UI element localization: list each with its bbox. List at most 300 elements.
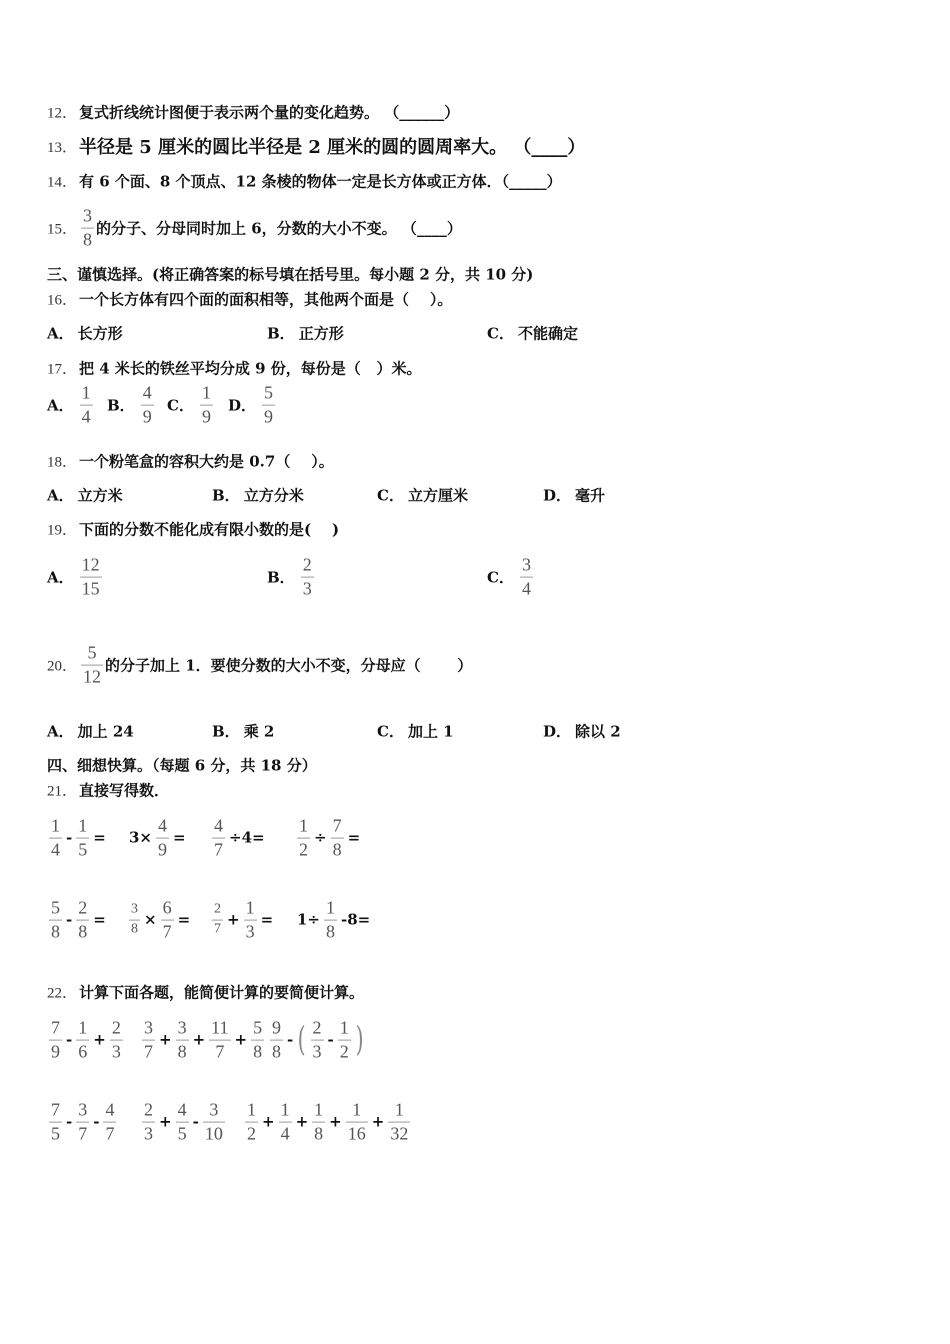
fraction — [49, 899, 62, 942]
operator: + — [192, 1031, 206, 1049]
question-text: 长方形 — [77, 324, 123, 343]
fraction-bar — [203, 1122, 225, 1123]
question-13 — [47, 133, 585, 159]
section-heading — [47, 264, 533, 285]
question-20 — [47, 644, 472, 687]
question-text: 半径是 5 厘米的圆比半径是 2 厘米的圆的圆周率大。 （____） — [79, 137, 586, 158]
operator: - — [192, 1113, 199, 1131]
fraction-numerator: 2 — [302, 554, 312, 575]
option-label: A． — [47, 486, 74, 505]
fraction-denominator: 7 — [162, 921, 172, 942]
question-text: 的分子加上 1．要使分数的大小不变，分母应（ ） — [105, 656, 473, 675]
fraction-bar — [49, 838, 62, 839]
fraction-denominator: 5 — [51, 1123, 60, 1144]
question-22 — [47, 982, 364, 1003]
question-text: 计算下面各题，能简便计算的要简便计算。 — [79, 983, 365, 1002]
fraction — [80, 384, 93, 427]
fraction-bar — [346, 1122, 368, 1123]
operator: - — [66, 1031, 73, 1049]
fraction-bar — [520, 577, 533, 578]
fraction-denominator: 8 — [83, 229, 93, 250]
fraction — [212, 817, 225, 860]
operator: = — [260, 911, 274, 929]
question-number: 15． — [47, 221, 78, 238]
fraction-bar — [129, 920, 140, 921]
fraction-numerator: 9 — [272, 1017, 281, 1038]
fraction-denominator: 8 — [78, 921, 88, 942]
fraction-bar — [388, 1122, 410, 1123]
calculation-row — [47, 1092, 747, 1152]
fraction — [338, 1019, 351, 1062]
answer-option[interactable] — [377, 485, 468, 506]
fraction-numerator: 3 — [144, 1017, 153, 1038]
fraction-numerator: 2 — [111, 1017, 121, 1038]
expression — [210, 899, 275, 942]
fraction-denominator: 4 — [280, 1123, 290, 1144]
fraction-bar — [311, 1040, 324, 1041]
expression — [243, 1101, 412, 1144]
fraction-numerator: 1 — [245, 897, 255, 918]
fraction-numerator: 6 — [162, 897, 172, 918]
answer-option[interactable] — [377, 721, 454, 742]
answer-option[interactable] — [267, 323, 344, 344]
operator: - — [327, 1031, 334, 1049]
option-label: C． — [487, 568, 514, 587]
calculation-row — [47, 1010, 747, 1070]
question-text: 加上 24 — [77, 722, 134, 741]
fraction-denominator: 8 — [332, 839, 342, 860]
operator: + — [371, 1113, 385, 1131]
fraction-bar — [312, 1122, 325, 1123]
fraction — [279, 1101, 292, 1144]
operator: ÷4= — [229, 829, 265, 847]
fraction-denominator: 5 — [78, 839, 88, 860]
option-label: C． — [487, 324, 514, 343]
fraction-bar — [142, 1040, 155, 1041]
fraction-numerator: 1 — [247, 1099, 256, 1120]
parenthesis: ( — [297, 1020, 306, 1060]
expression — [47, 817, 108, 860]
expression — [268, 1019, 366, 1062]
question-number: 13． — [47, 139, 78, 156]
fraction-denominator: 32 — [390, 1123, 409, 1144]
expression — [47, 1101, 118, 1144]
operator: -8= — [341, 911, 371, 929]
fraction-denominator: 12 — [83, 666, 102, 687]
fraction-denominator: 7 — [214, 839, 223, 860]
fraction-bar — [110, 1040, 123, 1041]
fraction — [200, 384, 213, 427]
fraction-denominator: 8 — [326, 921, 336, 942]
fraction-denominator: 8 — [314, 1123, 324, 1144]
fraction-denominator: 4 — [51, 839, 60, 860]
fraction — [110, 1019, 123, 1062]
expression — [140, 1019, 266, 1062]
fraction-numerator: 3 — [177, 1017, 187, 1038]
fraction-bar — [49, 920, 62, 921]
calculation-row — [47, 890, 747, 950]
fraction-bar — [212, 920, 223, 921]
answer-option[interactable] — [267, 556, 316, 599]
fraction — [324, 899, 337, 942]
fraction-numerator: 5 — [51, 897, 60, 918]
fraction-numerator: 1 — [51, 815, 60, 836]
fraction-denominator: 9 — [51, 1041, 60, 1062]
fraction-denominator: 6 — [78, 1041, 88, 1062]
fraction — [76, 1101, 89, 1144]
option-label: C． — [167, 396, 194, 415]
option-label: B． — [212, 722, 240, 741]
fraction-denominator: 9 — [158, 839, 168, 860]
fraction-bar — [76, 1040, 89, 1041]
operator: = — [93, 829, 106, 847]
fraction-denominator: 3 — [245, 921, 255, 942]
fraction-numerator: 4 — [105, 1099, 115, 1120]
fraction-numerator: 11 — [211, 1017, 229, 1038]
fraction — [270, 1019, 283, 1062]
answer-option[interactable] — [543, 721, 621, 742]
fraction-denominator: 9 — [264, 406, 274, 427]
fraction-numerator: 12 — [81, 554, 100, 575]
fraction-denominator: 8 — [272, 1041, 281, 1062]
option-label: B． — [267, 568, 295, 587]
question-number: 18． — [47, 454, 78, 471]
fraction — [331, 817, 344, 860]
fraction — [388, 1101, 410, 1144]
question-number: 22． — [47, 985, 78, 1002]
fraction-denominator: 9 — [142, 406, 152, 427]
calculation-row — [47, 808, 747, 868]
answer-option[interactable] — [47, 556, 104, 599]
fraction-bar — [209, 1040, 230, 1041]
fraction — [49, 1101, 62, 1144]
question-text: 立方厘米 — [407, 486, 468, 505]
fraction-denominator: 3 — [302, 578, 312, 599]
fraction — [129, 903, 140, 937]
fraction-numerator: 4 — [158, 815, 168, 836]
fraction-bar — [142, 1122, 155, 1123]
fraction — [76, 899, 89, 942]
fraction-bar — [279, 1122, 292, 1123]
answer-options — [47, 375, 747, 435]
fraction-bar — [331, 838, 344, 839]
question-text: 正方形 — [298, 324, 344, 343]
fraction-bar — [338, 1040, 351, 1041]
operator: × — [144, 911, 157, 929]
answer-option[interactable] — [487, 323, 578, 344]
fraction-denominator: 8 — [131, 921, 138, 937]
operator: - — [93, 1113, 100, 1131]
question-number: 19． — [47, 522, 78, 539]
fraction-denominator: 2 — [247, 1123, 256, 1144]
operator: - — [287, 1031, 294, 1049]
fraction-denominator: 7 — [144, 1041, 153, 1062]
operator: + — [295, 1113, 309, 1131]
question-15 — [47, 207, 462, 250]
fraction — [297, 817, 310, 860]
question-text: 直接写得数． — [79, 781, 170, 800]
operator: - — [66, 829, 73, 847]
question-number: 17． — [47, 361, 78, 378]
question-text: 加上 1 — [407, 722, 454, 741]
option-label: D． — [543, 722, 572, 741]
answer-option[interactable] — [543, 485, 605, 506]
fraction — [203, 1101, 225, 1144]
fraction-numerator: 1 — [81, 382, 91, 403]
fraction-denominator: 7 — [214, 921, 221, 937]
answer-option[interactable] — [47, 485, 123, 506]
fraction-denominator: 4 — [521, 578, 531, 599]
option-label: A． — [47, 568, 74, 587]
fraction-denominator: 10 — [204, 1123, 223, 1144]
fraction-denominator: 7 — [215, 1041, 225, 1062]
operator: - — [66, 1113, 73, 1131]
fraction-denominator: 15 — [81, 578, 100, 599]
fraction — [346, 1101, 368, 1144]
fraction — [156, 817, 169, 860]
question-14 — [47, 171, 562, 192]
option-label: C． — [377, 486, 404, 505]
fraction-bar — [81, 228, 94, 229]
expression — [295, 817, 362, 860]
fraction-denominator: 4 — [81, 406, 91, 427]
question-text: 四、细想快算。（每题 6 分，共 18 分） — [47, 756, 317, 775]
fraction-numerator: 2 — [144, 1099, 153, 1120]
answer-option[interactable] — [167, 384, 215, 427]
option-label: C． — [377, 722, 404, 741]
operator: 1÷ — [297, 911, 321, 929]
fraction — [209, 1019, 230, 1062]
operator: = — [173, 829, 186, 847]
fraction-bar — [301, 577, 314, 578]
fraction — [312, 1101, 325, 1144]
answer-option[interactable] — [487, 556, 535, 599]
fraction-bar — [103, 1122, 116, 1123]
fraction-bar — [212, 838, 225, 839]
fraction-denominator: 3 — [144, 1123, 153, 1144]
fraction-bar — [76, 838, 89, 839]
fraction-numerator: 4 — [177, 1099, 187, 1120]
option-label: B． — [107, 396, 135, 415]
answer-options — [47, 465, 747, 525]
operator: + — [159, 1113, 172, 1131]
fraction — [244, 899, 257, 942]
question-text: 一个粉笔盒的容积大约是 0.7（ ）。 — [79, 452, 334, 471]
fraction-numerator: 1 — [78, 1017, 88, 1038]
question-text: 不能确定 — [517, 324, 578, 343]
question-text: 除以 2 — [575, 722, 621, 741]
fraction — [301, 556, 314, 599]
fraction-numerator: 3 — [78, 1099, 88, 1120]
fraction-bar — [141, 405, 154, 406]
operator: + — [329, 1113, 342, 1131]
fraction-bar — [76, 920, 89, 921]
question-text: 乘 2 — [243, 722, 275, 741]
fraction-bar — [176, 1122, 189, 1123]
question-number: 20． — [47, 658, 78, 675]
question-text: 下面的分数不能化成有限小数的是( ) — [79, 520, 340, 539]
question-19 — [47, 519, 339, 540]
fraction-bar — [324, 920, 337, 921]
answer-option[interactable] — [47, 323, 123, 344]
fraction — [176, 1019, 189, 1062]
fraction-numerator: 1 — [326, 897, 336, 918]
fraction-numerator: 2 — [312, 1017, 322, 1038]
fraction — [161, 899, 174, 942]
answer-options — [47, 303, 747, 363]
fraction-denominator: 2 — [339, 1041, 349, 1062]
fraction — [251, 1019, 264, 1062]
expression — [210, 817, 267, 860]
expression — [127, 817, 188, 860]
option-label: A． — [47, 722, 74, 741]
answer-option[interactable] — [212, 485, 304, 506]
fraction-denominator: 8 — [51, 921, 60, 942]
fraction-bar — [245, 1122, 258, 1123]
fraction-bar — [49, 1122, 62, 1123]
fraction-bar — [161, 920, 174, 921]
operator: = — [93, 911, 106, 929]
question-text: 复式折线统计图便于表示两个量的变化趋势。 （______） — [79, 103, 460, 122]
operator: + — [159, 1031, 172, 1049]
fraction-bar — [176, 1040, 189, 1041]
fraction-numerator: 3 — [209, 1099, 219, 1120]
option-label: D． — [228, 396, 257, 415]
fraction-denominator: 2 — [299, 839, 308, 860]
question-number: 14． — [47, 174, 78, 191]
fraction-numerator: 2 — [214, 901, 221, 917]
answer-option[interactable] — [212, 721, 274, 742]
fraction — [81, 644, 103, 687]
answer-option[interactable] — [107, 384, 156, 427]
fraction — [81, 207, 94, 250]
fraction-denominator: 7 — [78, 1123, 88, 1144]
question-text: 有 6 个面、8 个顶点、12 条棱的物体一定是长方体或正方体．（_____） — [79, 172, 562, 191]
expression — [47, 1019, 125, 1062]
operator: = — [347, 829, 361, 847]
question-number: 21． — [47, 783, 78, 800]
fraction — [520, 556, 533, 599]
fraction-numerator: 4 — [214, 815, 223, 836]
fraction-bar — [270, 1040, 283, 1041]
fraction-numerator: 4 — [142, 382, 152, 403]
fraction-bar — [80, 405, 93, 406]
fraction-numerator: 3 — [521, 554, 531, 575]
fraction-bar — [81, 665, 103, 666]
fraction-bar — [49, 1040, 62, 1041]
operator: 3× — [129, 829, 153, 847]
fraction-denominator: 16 — [347, 1123, 366, 1144]
operator: - — [66, 911, 73, 929]
fraction — [103, 1101, 116, 1144]
fraction-numerator: 1 — [299, 815, 308, 836]
expression — [295, 899, 372, 942]
fraction-numerator: 3 — [83, 205, 93, 226]
fraction-numerator: 7 — [51, 1017, 60, 1038]
fraction — [212, 903, 223, 937]
fraction-numerator: 1 — [394, 1099, 404, 1120]
option-label: B． — [267, 324, 295, 343]
question-number: 16． — [47, 292, 78, 309]
fraction-numerator: 7 — [51, 1099, 60, 1120]
question-text: 三、谨慎选择。(将正确答案的标号填在括号里。每小题 2 分，共 10 分) — [47, 265, 534, 284]
fraction-denominator: 8 — [253, 1041, 263, 1062]
fraction — [245, 1101, 258, 1144]
option-label: D． — [543, 486, 572, 505]
fraction-numerator: 1 — [201, 382, 211, 403]
answer-options — [47, 547, 747, 607]
fraction-numerator: 1 — [339, 1017, 349, 1038]
operator: ÷ — [314, 829, 327, 847]
operator: + — [227, 911, 240, 929]
question-text: 立方分米 — [243, 486, 304, 505]
answer-option[interactable] — [228, 384, 277, 427]
fraction-numerator: 5 — [87, 642, 97, 663]
fraction-bar — [297, 838, 310, 839]
fraction — [176, 1101, 189, 1144]
fraction-numerator: 2 — [78, 897, 88, 918]
question-21 — [47, 780, 169, 801]
fraction-bar — [262, 405, 275, 406]
fraction — [141, 384, 154, 427]
operator: + — [234, 1031, 248, 1049]
fraction-numerator: 7 — [332, 815, 342, 836]
fraction-denominator: 3 — [111, 1041, 121, 1062]
answer-option[interactable] — [47, 721, 134, 742]
fraction-denominator: 3 — [312, 1041, 322, 1062]
question-12 — [47, 102, 459, 123]
fraction — [142, 1019, 155, 1062]
section-heading — [47, 755, 317, 776]
question-text: 毫升 — [575, 486, 606, 505]
fraction — [76, 817, 89, 860]
fraction-numerator: 1 — [280, 1099, 290, 1120]
fraction — [142, 1101, 155, 1144]
expression — [140, 1101, 227, 1144]
answer-option[interactable] — [47, 384, 95, 427]
fraction — [311, 1019, 324, 1062]
operator: + — [93, 1031, 106, 1049]
fraction-bar — [244, 920, 257, 921]
fraction-bar — [76, 1122, 89, 1123]
operator: = — [177, 911, 191, 929]
fraction — [76, 1019, 89, 1062]
question-text: 立方米 — [77, 486, 123, 505]
fraction-numerator: 5 — [264, 382, 274, 403]
fraction — [49, 1019, 62, 1062]
fraction-denominator: 5 — [177, 1123, 187, 1144]
fraction-denominator: 9 — [201, 406, 211, 427]
fraction-numerator: 1 — [78, 815, 88, 836]
option-label: A． — [47, 324, 74, 343]
fraction-bar — [200, 405, 213, 406]
fraction-numerator: 1 — [352, 1099, 362, 1120]
expression — [47, 899, 108, 942]
fraction-bar — [80, 577, 102, 578]
option-label: B． — [212, 486, 240, 505]
option-label: A． — [47, 396, 74, 415]
operator: + — [262, 1113, 275, 1131]
expression — [127, 899, 192, 942]
question-number: 12． — [47, 105, 78, 122]
fraction-numerator: 1 — [314, 1099, 324, 1120]
fraction — [262, 384, 275, 427]
fraction-bar — [251, 1040, 264, 1041]
parenthesis: ) — [355, 1020, 364, 1060]
fraction-denominator: 7 — [105, 1123, 115, 1144]
fraction-denominator: 8 — [177, 1041, 187, 1062]
answer-options — [47, 701, 747, 761]
